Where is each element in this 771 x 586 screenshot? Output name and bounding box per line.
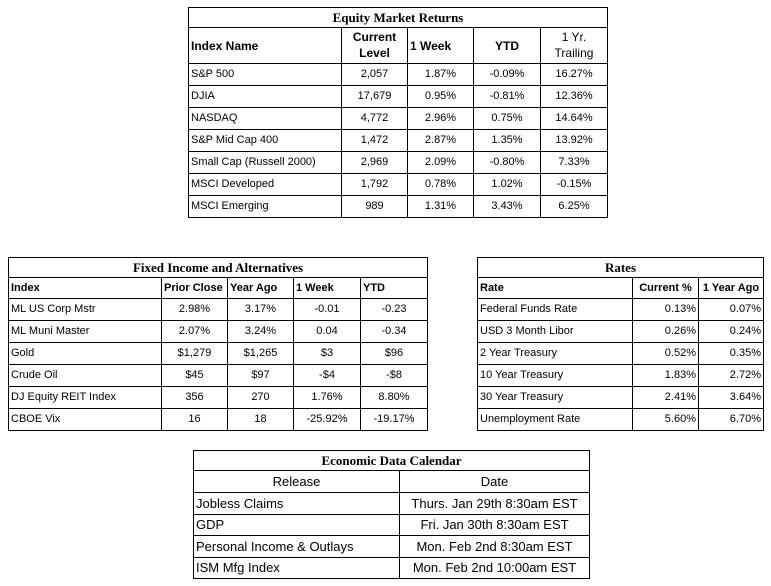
- econ-table-row: [194, 514, 590, 536]
- equity-header-current-level: [342, 28, 408, 64]
- equity-table-cell: 989: [342, 196, 408, 218]
- equity-table-cell: 1,792: [342, 174, 408, 196]
- equity-table-cell: 12.36%: [541, 86, 608, 108]
- rates-table-row: [478, 343, 764, 365]
- fixed-table-row: [9, 299, 428, 321]
- equity-table-row: [189, 86, 608, 108]
- equity-table-cell: 1.87%: [408, 64, 474, 86]
- rates-table-cell: 2.41%: [633, 387, 699, 409]
- fixed-table-cell: $45: [162, 365, 228, 387]
- fixed-header-ytd: YTD: [361, 278, 428, 299]
- rates-header-current: Current %: [633, 278, 699, 299]
- equity-table-cell: MSCI Developed: [189, 174, 342, 196]
- fixed-header-year-ago: Year Ago: [228, 278, 294, 299]
- equity-table-cell: 2.09%: [408, 152, 474, 174]
- equity-table-cell: -0.81%: [474, 86, 541, 108]
- equity-table-cell: DJIA: [189, 86, 342, 108]
- economic-calendar-table: [193, 450, 590, 579]
- rates-table-title: Rates: [478, 258, 764, 278]
- rates-table-cell: Unemployment Rate: [478, 409, 633, 431]
- rates-table-row: [478, 409, 764, 431]
- rates-table-cell: 6.70%: [699, 409, 764, 431]
- rates-table-cell: Federal Funds Rate: [478, 299, 633, 321]
- econ-table-body: [194, 493, 590, 579]
- fixed-table-cell: 3.17%: [228, 299, 294, 321]
- fixed-table-cell: 1.76%: [294, 387, 361, 409]
- rates-header-1yr-ago: 1 Year Ago: [699, 278, 764, 299]
- equity-table-cell: Small Cap (Russell 2000): [189, 152, 342, 174]
- fixed-table-row: [9, 387, 428, 409]
- equity-table-cell: MSCI Emerging: [189, 196, 342, 218]
- equity-table-cell: 4,772: [342, 108, 408, 130]
- equity-table-cell: 7.33%: [541, 152, 608, 174]
- equity-table-cell: -0.15%: [541, 174, 608, 196]
- fixed-table-cell: 16: [162, 409, 228, 431]
- equity-table-cell: 0.75%: [474, 108, 541, 130]
- fixed-table-cell: -0.01: [294, 299, 361, 321]
- econ-table-row: [194, 493, 590, 515]
- fixed-table-cell: -$4: [294, 365, 361, 387]
- rates-table-row: [478, 321, 764, 343]
- fixed-table-cell: DJ Equity REIT Index: [9, 387, 162, 409]
- equity-table-cell: 1.35%: [474, 130, 541, 152]
- fixed-income-table: [8, 257, 428, 431]
- equity-table-cell: 2,969: [342, 152, 408, 174]
- rates-table-cell: 0.26%: [633, 321, 699, 343]
- fixed-table-cell: -0.34: [361, 321, 428, 343]
- equity-table-body: [189, 64, 608, 218]
- equity-table-cell: -0.80%: [474, 152, 541, 174]
- rates-table-cell: 0.24%: [699, 321, 764, 343]
- equity-header-1yr-trailing-text: 1 Yr. Trailing: [554, 29, 594, 60]
- fixed-table-row: [9, 321, 428, 343]
- econ-table-cell: Mon. Feb 2nd 8:30am EST: [400, 536, 590, 558]
- fixed-table-row: [9, 365, 428, 387]
- equity-table-row: [189, 174, 608, 196]
- fixed-header-index: Index: [9, 278, 162, 299]
- fixed-table-cell: 0.04: [294, 321, 361, 343]
- rates-table-row: [478, 365, 764, 387]
- equity-table-cell: 0.95%: [408, 86, 474, 108]
- econ-header-date: Date: [400, 471, 590, 493]
- equity-table-cell: 17,679: [342, 86, 408, 108]
- fixed-table-cell: 18: [228, 409, 294, 431]
- rates-table-cell: 2 Year Treasury: [478, 343, 633, 365]
- fixed-table-row: [9, 343, 428, 365]
- equity-table-row: [189, 196, 608, 218]
- equity-header-1yr-trailing: [541, 28, 608, 64]
- equity-header-index: Index Name: [189, 28, 342, 64]
- fixed-table-cell: -$8: [361, 365, 428, 387]
- fixed-table-cell: Crude Oil: [9, 365, 162, 387]
- econ-table-title: Economic Data Calendar: [194, 451, 590, 471]
- fixed-table-cell: $1,279: [162, 343, 228, 365]
- equity-table-title: Equity Market Returns: [189, 8, 608, 28]
- econ-table-cell: Personal Income & Outlays: [194, 536, 400, 558]
- equity-table-cell: 2.96%: [408, 108, 474, 130]
- fixed-table-cell: 8.80%: [361, 387, 428, 409]
- fixed-table-cell: 3.24%: [228, 321, 294, 343]
- fixed-table-cell: 2.98%: [162, 299, 228, 321]
- equity-table-cell: 6.25%: [541, 196, 608, 218]
- equity-table-cell: 3.43%: [474, 196, 541, 218]
- fixed-header-prior-close: Prior Close: [162, 278, 228, 299]
- equity-table-row: [189, 64, 608, 86]
- rates-table-cell: 1.83%: [633, 365, 699, 387]
- rates-table-cell: 0.35%: [699, 343, 764, 365]
- rates-table-cell: 2.72%: [699, 365, 764, 387]
- rates-table-row: [478, 387, 764, 409]
- equity-table-cell: 0.78%: [408, 174, 474, 196]
- equity-header-1-week: 1 Week: [408, 28, 474, 64]
- equity-table-cell: S&P 500: [189, 64, 342, 86]
- econ-table-row: [194, 557, 590, 579]
- rates-table-cell: USD 3 Month Libor: [478, 321, 633, 343]
- equity-table-row: [189, 130, 608, 152]
- rates-table-cell: 3.64%: [699, 387, 764, 409]
- equity-table-cell: 14.64%: [541, 108, 608, 130]
- equity-table-cell: 16.27%: [541, 64, 608, 86]
- econ-table-row: [194, 536, 590, 558]
- equity-table-cell: NASDAQ: [189, 108, 342, 130]
- fixed-table-cell: ML US Corp Mstr: [9, 299, 162, 321]
- fixed-table-title: Fixed Income and Alternatives: [9, 258, 428, 278]
- rates-table-cell: 0.52%: [633, 343, 699, 365]
- econ-table-cell: Fri. Jan 30th 8:30am EST: [400, 514, 590, 536]
- equity-table-cell: 1,472: [342, 130, 408, 152]
- rates-table-cell: 0.13%: [633, 299, 699, 321]
- fixed-table-body: [9, 299, 428, 431]
- fixed-table-cell: $1,265: [228, 343, 294, 365]
- equity-header-ytd: YTD: [474, 28, 541, 64]
- equity-table-cell: S&P Mid Cap 400: [189, 130, 342, 152]
- equity-table-cell: 2.87%: [408, 130, 474, 152]
- rates-table-cell: 5.60%: [633, 409, 699, 431]
- fixed-table-cell: 356: [162, 387, 228, 409]
- rates-table-cell: 30 Year Treasury: [478, 387, 633, 409]
- fixed-table-cell: ML Muni Master: [9, 321, 162, 343]
- rates-table-cell: 0.07%: [699, 299, 764, 321]
- fixed-table-row: [9, 409, 428, 431]
- econ-table-cell: Mon. Feb 2nd 10:00am EST: [400, 557, 590, 579]
- fixed-table-cell: -19.17%: [361, 409, 428, 431]
- econ-header-release: Release: [194, 471, 400, 493]
- rates-table-cell: 10 Year Treasury: [478, 365, 633, 387]
- equity-table-cell: 13.92%: [541, 130, 608, 152]
- fixed-table-cell: $97: [228, 365, 294, 387]
- econ-table-cell: Thurs. Jan 29th 8:30am EST: [400, 493, 590, 515]
- fixed-table-cell: Gold: [9, 343, 162, 365]
- rates-table: [477, 257, 764, 431]
- fixed-table-cell: -0.23: [361, 299, 428, 321]
- equity-table-row: [189, 108, 608, 130]
- equity-table-cell: -0.09%: [474, 64, 541, 86]
- fixed-table-cell: 270: [228, 387, 294, 409]
- fixed-table-cell: -25.92%: [294, 409, 361, 431]
- equity-header-current-level-text: Current Level: [352, 29, 397, 60]
- econ-table-cell: Jobless Claims: [194, 493, 400, 515]
- rates-table-body: [478, 299, 764, 431]
- fixed-table-cell: CBOE Vix: [9, 409, 162, 431]
- rates-header-rate: Rate: [478, 278, 633, 299]
- equity-market-returns-table: [188, 7, 608, 218]
- rates-table-row: [478, 299, 764, 321]
- fixed-header-1-week: 1 Week: [294, 278, 361, 299]
- equity-table-cell: 1.31%: [408, 196, 474, 218]
- equity-table-row: [189, 152, 608, 174]
- econ-table-cell: ISM Mfg Index: [194, 557, 400, 579]
- fixed-table-cell: 2.07%: [162, 321, 228, 343]
- fixed-table-cell: $3: [294, 343, 361, 365]
- econ-table-cell: GDP: [194, 514, 400, 536]
- equity-table-cell: 2,057: [342, 64, 408, 86]
- equity-table-cell: 1.02%: [474, 174, 541, 196]
- fixed-table-cell: $96: [361, 343, 428, 365]
